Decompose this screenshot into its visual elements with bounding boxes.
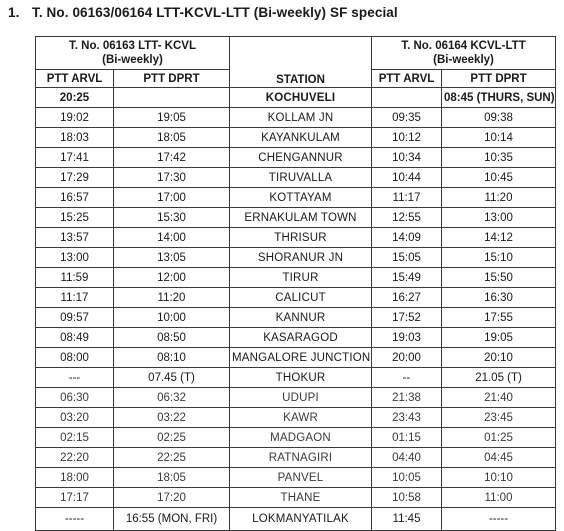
- departure-06164-cell: 14:12: [442, 228, 556, 248]
- station-cell: UDUPI: [230, 388, 372, 408]
- departure-06163-cell: 10:00: [114, 308, 230, 328]
- arrival-06163-cell: 20:25: [36, 88, 114, 108]
- arrival-06164-cell: 10:34: [372, 148, 442, 168]
- table-row: [36, 168, 556, 188]
- arrival-06163-cell: 16:57: [36, 188, 114, 208]
- departure-06163-cell: 12:00: [114, 268, 230, 288]
- departure-06164-cell: 08:45 (THURS, SUN): [442, 88, 556, 108]
- departure-06164-cell: 10:10: [442, 468, 556, 488]
- arrival-06163-cell: 17:41: [36, 148, 114, 168]
- table-row: [36, 488, 556, 508]
- table-row: [36, 188, 556, 208]
- departure-06163-cell: 17:42: [114, 148, 230, 168]
- heading-text: T. No. 06163/06164 LTT-KCVL-LTT (Bi-weekly) SF special: [32, 5, 398, 20]
- departure-06163-cell: 18:05: [114, 468, 230, 488]
- departure-06163-cell: 17:00: [114, 188, 230, 208]
- station-cell: KAYANKULAM: [230, 128, 372, 148]
- departure-06164-cell: 19:05: [442, 328, 556, 348]
- station-cell: SHORANUR JN: [230, 248, 372, 268]
- table-row: [36, 428, 556, 448]
- departure-06164-cell: 20:10: [442, 348, 556, 368]
- departure-06163-cell: 08:10: [114, 348, 230, 368]
- train-06163-title: T. No. 06163 LTT- KCVL: [69, 40, 196, 52]
- station-cell: KASARAGOD: [230, 328, 372, 348]
- station-cell: MANGALORE JUNCTION: [230, 348, 372, 368]
- table-row: [36, 448, 556, 468]
- arrival-06163-cell: 03:20: [36, 408, 114, 428]
- station-cell: KOLLAM JN: [230, 108, 372, 128]
- departure-06164-cell: -----: [442, 508, 556, 531]
- arrival-06164-cell: 10:05: [372, 468, 442, 488]
- departure-06164-cell: 10:45: [442, 168, 556, 188]
- arrival-header-06163: PTT ARVL: [36, 70, 114, 88]
- arrival-06163-cell: 22:20: [36, 448, 114, 468]
- table-row: [36, 348, 556, 368]
- table-row: [36, 248, 556, 268]
- table-row: [36, 148, 556, 168]
- document-heading: [8, 5, 398, 20]
- station-cell: CALICUT: [230, 288, 372, 308]
- arrival-06163-cell: 08:49: [36, 328, 114, 348]
- departure-06164-cell: 04:45: [442, 448, 556, 468]
- station-cell: THRISUR: [230, 228, 372, 248]
- arrival-header-06164: PTT ARVL: [372, 70, 442, 88]
- arrival-06163-cell: 11:17: [36, 288, 114, 308]
- train-06164-title: T. No. 06164 KCVL-LTT: [401, 40, 526, 52]
- departure-06163-cell: 14:00: [114, 228, 230, 248]
- arrival-06164-cell: 10:44: [372, 168, 442, 188]
- station-cell: TIRUVALLA: [230, 168, 372, 188]
- departure-06163-cell: 13:05: [114, 248, 230, 268]
- departure-06163-cell: 15:30: [114, 208, 230, 228]
- table-row: [36, 408, 556, 428]
- timetable-body: [36, 88, 556, 531]
- train-06163-frequency: (Bi-weekly): [102, 54, 163, 66]
- departure-06164-cell: 15:50: [442, 268, 556, 288]
- table-row: [36, 208, 556, 228]
- table-row: [36, 388, 556, 408]
- departure-06164-cell: 09:38: [442, 108, 556, 128]
- departure-header-06164: PTT DPRT: [442, 70, 556, 88]
- arrival-06164-cell: 16:27: [372, 288, 442, 308]
- arrival-06163-cell: 15:25: [36, 208, 114, 228]
- departure-06163-cell: 17:30: [114, 168, 230, 188]
- departure-06163-cell: 18:05: [114, 128, 230, 148]
- departure-06163-cell: 22:25: [114, 448, 230, 468]
- arrival-06163-cell: 18:00: [36, 468, 114, 488]
- arrival-06164-cell: 19:03: [372, 328, 442, 348]
- station-cell: ERNAKULAM TOWN: [230, 208, 372, 228]
- departure-06163-cell: 19:05: [114, 108, 230, 128]
- train-06164-header: [372, 37, 556, 70]
- timetable: [35, 36, 556, 531]
- table-row: [36, 128, 556, 148]
- arrival-06163-cell: 09:57: [36, 308, 114, 328]
- arrival-06163-cell: 18:03: [36, 128, 114, 148]
- departure-06163-cell: 07.45 (T): [114, 368, 230, 388]
- station-cell: THOKUR: [230, 368, 372, 388]
- arrival-06163-cell: 11:59: [36, 268, 114, 288]
- departure-06164-cell: 21.05 (T): [442, 368, 556, 388]
- station-cell: KOCHUVELI: [230, 88, 372, 108]
- station-cell: RATNAGIRI: [230, 448, 372, 468]
- table-row: [36, 288, 556, 308]
- station-cell: TIRUR: [230, 268, 372, 288]
- station-cell: KAWR: [230, 408, 372, 428]
- arrival-06164-cell: 10:12: [372, 128, 442, 148]
- table-row: [36, 468, 556, 488]
- station-column-header: [230, 37, 372, 88]
- arrival-06164-cell: 01:15: [372, 428, 442, 448]
- arrival-06163-cell: 02:15: [36, 428, 114, 448]
- station-cell: CHENGANNUR: [230, 148, 372, 168]
- arrival-06163-cell: 08:00: [36, 348, 114, 368]
- departure-06163-cell: [114, 88, 230, 108]
- table-row: [36, 328, 556, 348]
- station-cell: MADGAON: [230, 428, 372, 448]
- station-cell: KOTTAYAM: [230, 188, 372, 208]
- departure-06163-cell: 16:55 (MON, FRI): [114, 508, 230, 531]
- arrival-06164-cell: 10:58: [372, 488, 442, 508]
- arrival-06164-cell: 04:40: [372, 448, 442, 468]
- arrival-06163-cell: 17:29: [36, 168, 114, 188]
- arrival-06164-cell: 11:17: [372, 188, 442, 208]
- arrival-06164-cell: 21:38: [372, 388, 442, 408]
- table-row: [36, 508, 556, 531]
- departure-06164-cell: 17:55: [442, 308, 556, 328]
- departure-06163-cell: 17:20: [114, 488, 230, 508]
- table-row: [36, 308, 556, 328]
- departure-06164-cell: 11:00: [442, 488, 556, 508]
- arrival-06163-cell: ---: [36, 368, 114, 388]
- table-row: [36, 228, 556, 248]
- station-cell: LOKMANYATILAK: [230, 508, 372, 531]
- departure-06164-cell: 16:30: [442, 288, 556, 308]
- arrival-06164-cell: 14:09: [372, 228, 442, 248]
- heading-number: 1.: [8, 5, 20, 20]
- departure-06164-cell: 10:14: [442, 128, 556, 148]
- station-cell: KANNUR: [230, 308, 372, 328]
- departure-06164-cell: 10:35: [442, 148, 556, 168]
- departure-06163-cell: 08:50: [114, 328, 230, 348]
- arrival-06163-cell: -----: [36, 508, 114, 531]
- arrival-06163-cell: 17:17: [36, 488, 114, 508]
- departure-06163-cell: 11:20: [114, 288, 230, 308]
- arrival-06164-cell: 12:55: [372, 208, 442, 228]
- arrival-06164-cell: 23:43: [372, 408, 442, 428]
- arrival-06163-cell: 19:02: [36, 108, 114, 128]
- table-row: [36, 368, 556, 388]
- table-row: [36, 268, 556, 288]
- arrival-06164-cell: --: [372, 368, 442, 388]
- train-06163-header: [36, 37, 230, 70]
- train-06164-frequency: (Bi-weekly): [433, 54, 494, 66]
- train-group-header-row: [36, 37, 556, 70]
- station-cell: THANE: [230, 488, 372, 508]
- arrival-06163-cell: 13:00: [36, 248, 114, 268]
- departure-06164-cell: 15:10: [442, 248, 556, 268]
- arrival-06164-cell: 17:52: [372, 308, 442, 328]
- departure-06164-cell: 11:20: [442, 188, 556, 208]
- arrival-06164-cell: 15:05: [372, 248, 442, 268]
- departure-06164-cell: 23:45: [442, 408, 556, 428]
- arrival-06164-cell: 11:45: [372, 508, 442, 531]
- station-cell: PANVEL: [230, 468, 372, 488]
- arrival-06164-cell: [372, 88, 442, 108]
- station-column-label: STATION: [276, 74, 325, 86]
- arrival-06164-cell: 20:00: [372, 348, 442, 368]
- departure-06164-cell: 01:25: [442, 428, 556, 448]
- arrival-06163-cell: 13:57: [36, 228, 114, 248]
- departure-header-06163: PTT DPRT: [114, 70, 230, 88]
- departure-06164-cell: 13:00: [442, 208, 556, 228]
- departure-06163-cell: 06:32: [114, 388, 230, 408]
- table-row: [36, 108, 556, 128]
- departure-06164-cell: 21:40: [442, 388, 556, 408]
- arrival-06164-cell: 15:49: [372, 268, 442, 288]
- departure-06163-cell: 03:22: [114, 408, 230, 428]
- arrival-06164-cell: 09:35: [372, 108, 442, 128]
- arrival-06163-cell: 06:30: [36, 388, 114, 408]
- table-row: [36, 88, 556, 108]
- departure-06163-cell: 02:25: [114, 428, 230, 448]
